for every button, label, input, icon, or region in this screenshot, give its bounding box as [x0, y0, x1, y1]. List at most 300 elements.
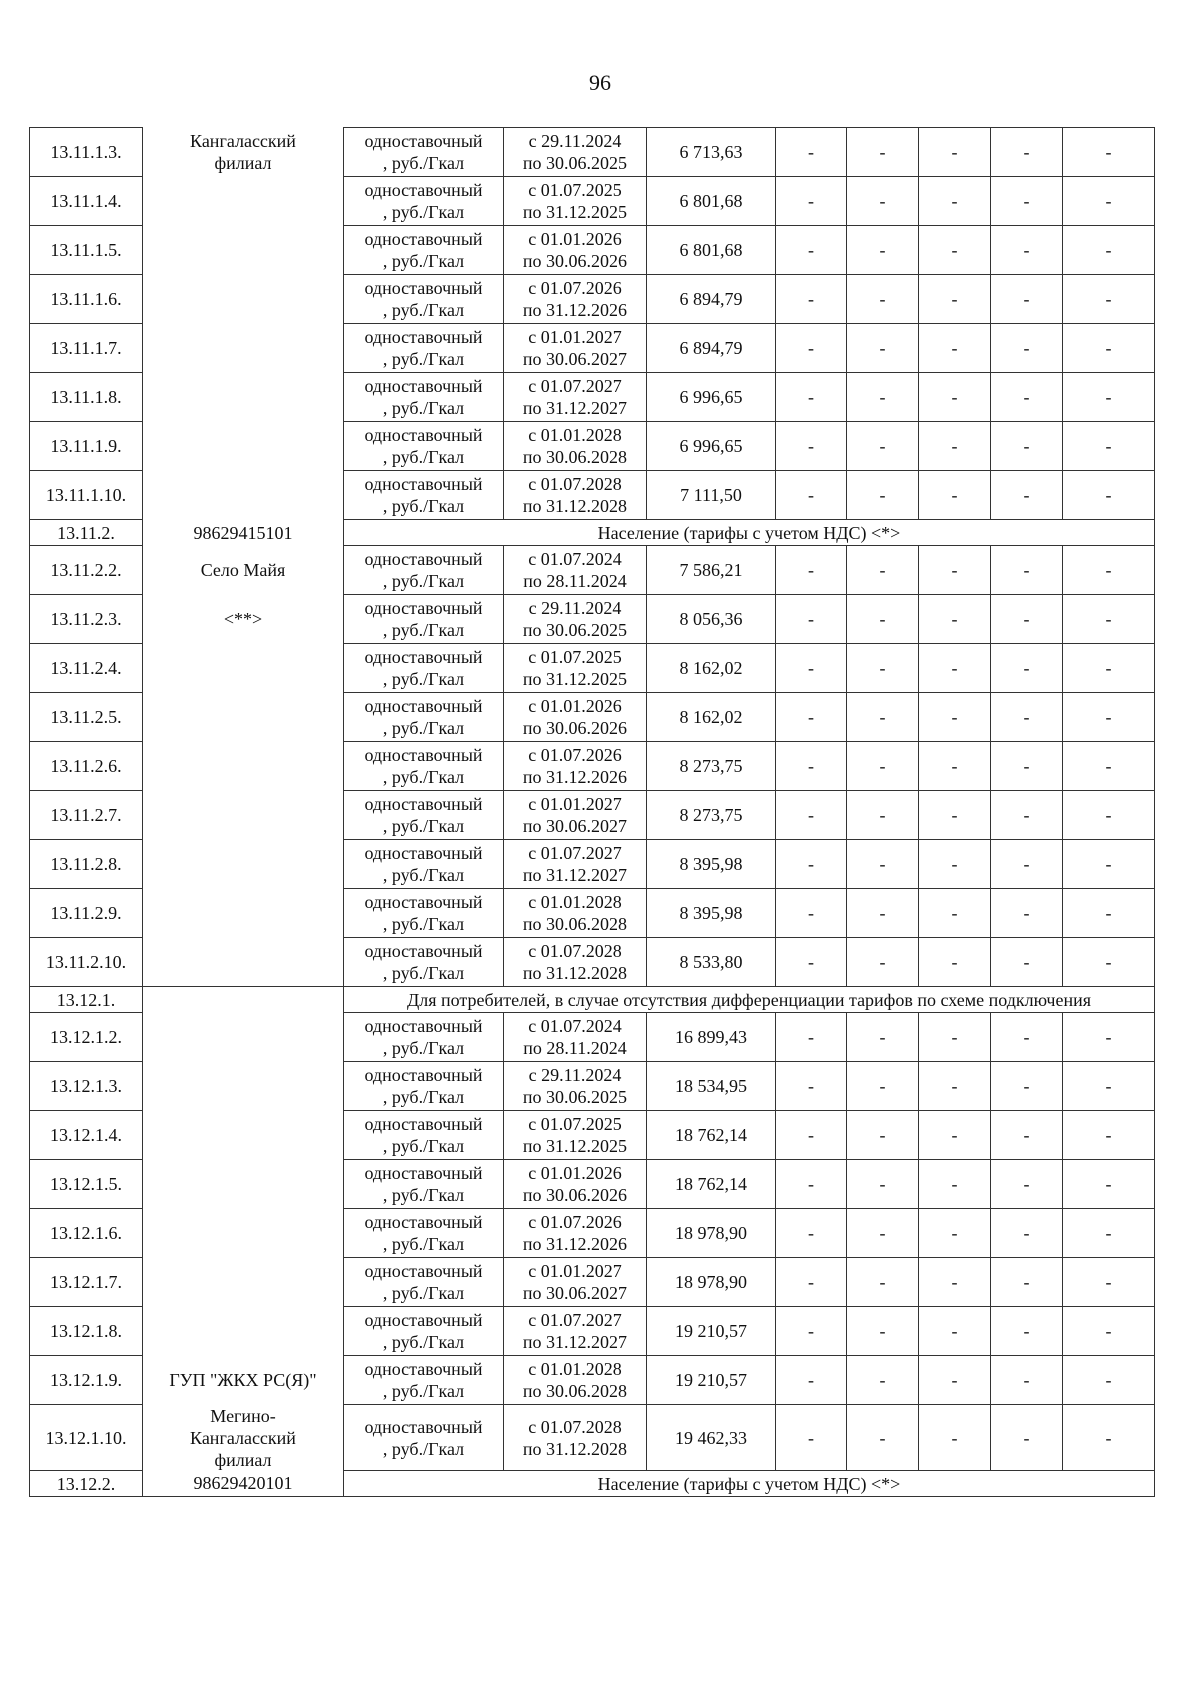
rate-type-line1: одноставочный	[364, 131, 483, 151]
rate-type-cell	[344, 422, 504, 471]
rate-type-line1: одноставочный	[364, 1016, 483, 1036]
period-to: по 30.06.2025	[522, 1087, 628, 1107]
empty-value: -	[776, 889, 847, 938]
org-name-line: Кангаласский	[190, 1427, 296, 1448]
empty-value: -	[919, 1258, 991, 1307]
org-name-cell	[143, 938, 344, 987]
rate-type-line1: одноставочный	[364, 1065, 483, 1085]
period-from: с 01.07.2027	[528, 376, 622, 396]
table-row	[30, 324, 1155, 373]
period-to: по 30.06.2027	[522, 816, 628, 836]
period-cell	[504, 1111, 647, 1160]
tariff-value: 8 273,75	[647, 742, 776, 791]
org-name-cell	[143, 1160, 344, 1209]
period-from: с 01.07.2026	[528, 745, 622, 765]
period-from: с 01.01.2028	[528, 892, 622, 912]
rate-type-line1: одноставочный	[364, 892, 483, 912]
org-name-cell	[143, 693, 344, 742]
empty-value: -	[919, 693, 991, 742]
empty-value: -	[991, 128, 1063, 177]
tariff-table	[29, 127, 1155, 1497]
section-label: Население (тарифы с учетом НДС) <*>	[344, 520, 1155, 546]
empty-value: -	[847, 226, 919, 275]
period-from: с 01.07.2028	[528, 941, 622, 961]
empty-value: -	[847, 1258, 919, 1307]
empty-value: -	[776, 840, 847, 889]
period-to: по 31.12.2025	[522, 1136, 628, 1156]
org-name-cell	[143, 128, 344, 177]
org-name-cell	[143, 644, 344, 693]
empty-value: -	[1063, 1405, 1155, 1471]
tariff-value: 18 978,90	[647, 1209, 776, 1258]
empty-value: -	[847, 938, 919, 987]
empty-value: -	[991, 1111, 1063, 1160]
table-row	[30, 1013, 1155, 1062]
section-label: Население (тарифы с учетом НДС) <*>	[344, 1471, 1155, 1497]
empty-value: -	[1063, 226, 1155, 275]
org-name-line: Кангаласский	[190, 131, 296, 151]
row-number: 13.11.2.5.	[30, 693, 143, 742]
table-row	[30, 546, 1155, 595]
empty-value: -	[991, 1258, 1063, 1307]
row-number: 13.11.1.6.	[30, 275, 143, 324]
tariff-value: 16 899,43	[647, 1013, 776, 1062]
section-row	[30, 520, 1155, 546]
empty-value: -	[919, 742, 991, 791]
org-name-cell	[143, 1405, 344, 1471]
org-name-cell	[143, 226, 344, 275]
org-name-cell	[143, 1356, 344, 1405]
empty-value: -	[991, 1062, 1063, 1111]
tariff-value: 8 273,75	[647, 791, 776, 840]
empty-value: -	[919, 595, 991, 644]
row-number: 13.11.2.6.	[30, 742, 143, 791]
tariff-value: 8 533,80	[647, 938, 776, 987]
rate-type-line2: , руб./Гкал	[382, 1438, 465, 1459]
row-number: 13.12.1.9.	[30, 1356, 143, 1405]
rate-type-cell	[344, 1160, 504, 1209]
org-name-cell	[143, 1209, 344, 1258]
row-number: 13.12.1.5.	[30, 1160, 143, 1209]
org-name-line: ГУП "ЖКХ РС(Я)"	[169, 1370, 317, 1390]
table-row	[30, 471, 1155, 520]
empty-value: -	[919, 1062, 991, 1111]
empty-value: -	[1063, 422, 1155, 471]
tariff-value: 6 801,68	[647, 226, 776, 275]
row-number: 13.12.1.7.	[30, 1258, 143, 1307]
rate-type-cell	[344, 693, 504, 742]
empty-value: -	[1063, 1062, 1155, 1111]
empty-value: -	[847, 889, 919, 938]
empty-value: -	[847, 1111, 919, 1160]
period-cell	[504, 1062, 647, 1111]
period-to: по 28.11.2024	[523, 1038, 627, 1058]
empty-value: -	[991, 422, 1063, 471]
empty-value: -	[776, 471, 847, 520]
period-from: с 01.01.2026	[528, 229, 622, 249]
rate-type-line2: , руб./Гкал	[382, 1332, 465, 1352]
empty-value: -	[919, 128, 991, 177]
period-to: по 31.12.2027	[522, 1332, 628, 1352]
table-row	[30, 1405, 1155, 1471]
row-number: 13.11.2.3.	[30, 595, 143, 644]
empty-value: -	[919, 889, 991, 938]
tariff-value: 7 586,21	[647, 546, 776, 595]
empty-value: -	[776, 128, 847, 177]
empty-value: -	[991, 1405, 1063, 1471]
empty-value: -	[847, 546, 919, 595]
row-number: 13.11.2.	[30, 520, 143, 546]
period-from: с 01.07.2025	[528, 180, 622, 200]
table-row	[30, 226, 1155, 275]
empty-value: -	[991, 471, 1063, 520]
rate-type-line2: , руб./Гкал	[382, 398, 465, 418]
empty-value: -	[919, 226, 991, 275]
tariff-value: 8 162,02	[647, 644, 776, 693]
empty-value: -	[919, 840, 991, 889]
period-cell	[504, 742, 647, 791]
empty-value: -	[847, 595, 919, 644]
rate-type-cell	[344, 644, 504, 693]
org-name-cell	[143, 373, 344, 422]
row-number: 13.12.1.4.	[30, 1111, 143, 1160]
okato-code: 98629420101	[193, 1473, 293, 1494]
empty-value: -	[1063, 889, 1155, 938]
org-name-cell	[143, 546, 344, 595]
empty-value: -	[776, 422, 847, 471]
rate-type-cell	[344, 742, 504, 791]
org-name-cell	[143, 1471, 344, 1497]
period-cell	[504, 128, 647, 177]
table-row	[30, 840, 1155, 889]
rate-type-cell	[344, 226, 504, 275]
rate-type-cell	[344, 840, 504, 889]
empty-value: -	[776, 938, 847, 987]
rate-type-cell	[344, 1013, 504, 1062]
empty-value: -	[847, 471, 919, 520]
rate-type-line1: одноставочный	[364, 180, 483, 200]
row-number: 13.11.1.8.	[30, 373, 143, 422]
row-number: 13.12.2.	[30, 1471, 143, 1497]
rate-type-cell	[344, 177, 504, 226]
empty-value: -	[919, 1160, 991, 1209]
period-to: по 30.06.2028	[522, 1381, 628, 1401]
tariff-value: 6 801,68	[647, 177, 776, 226]
empty-value: -	[1063, 373, 1155, 422]
empty-value: -	[1063, 1160, 1155, 1209]
org-name-line: филиал	[214, 1449, 272, 1470]
empty-value: -	[847, 373, 919, 422]
row-number: 13.11.1.4.	[30, 177, 143, 226]
empty-value: -	[991, 1160, 1063, 1209]
empty-value: -	[847, 693, 919, 742]
rate-type-line1: одноставочный	[364, 843, 483, 863]
tariff-value: 18 534,95	[647, 1062, 776, 1111]
empty-value: -	[919, 177, 991, 226]
rate-type-line1: одноставочный	[364, 1163, 483, 1183]
period-from: с 01.01.2026	[528, 696, 622, 716]
empty-value: -	[776, 324, 847, 373]
locality-name: Село Майя	[200, 560, 286, 580]
rate-type-line1: одноставочный	[364, 1114, 483, 1134]
period-cell	[504, 373, 647, 422]
tariff-value: 6 894,79	[647, 324, 776, 373]
rate-type-line2: , руб./Гкал	[382, 496, 465, 516]
empty-value: -	[847, 1013, 919, 1062]
empty-value: -	[991, 1013, 1063, 1062]
locality-note: <**>	[223, 609, 263, 629]
row-number: 13.11.2.2.	[30, 546, 143, 595]
period-to: по 28.11.2024	[523, 571, 627, 591]
rate-type-line1: одноставочный	[364, 229, 483, 249]
period-from: с 01.07.2027	[528, 1310, 622, 1330]
section-row	[30, 1471, 1155, 1497]
rate-type-line2: , руб./Гкал	[382, 816, 465, 836]
period-from: с 01.01.2027	[528, 794, 622, 814]
empty-value: -	[919, 1307, 991, 1356]
table-row	[30, 275, 1155, 324]
empty-value: -	[919, 275, 991, 324]
rate-type-cell	[344, 595, 504, 644]
empty-value: -	[1063, 177, 1155, 226]
rate-type-line2: , руб./Гкал	[382, 718, 465, 738]
rate-type-line1: одноставочный	[364, 376, 483, 396]
empty-value: -	[847, 422, 919, 471]
table-row	[30, 1062, 1155, 1111]
period-to: по 30.06.2025	[522, 153, 628, 173]
org-name-cell	[143, 1062, 344, 1111]
org-name-line: филиал	[214, 153, 272, 173]
period-from: с 01.07.2025	[528, 647, 622, 667]
period-from: с 01.01.2028	[528, 1359, 622, 1379]
empty-value: -	[1063, 1111, 1155, 1160]
rate-type-cell	[344, 1062, 504, 1111]
empty-value: -	[919, 1111, 991, 1160]
table-row	[30, 693, 1155, 742]
period-from: с 29.11.2024	[528, 598, 622, 618]
table-row	[30, 889, 1155, 938]
empty-value: -	[776, 644, 847, 693]
period-cell	[504, 1258, 647, 1307]
row-number: 13.12.1.10.	[30, 1405, 143, 1471]
period-cell	[504, 693, 647, 742]
tariff-value: 8 395,98	[647, 840, 776, 889]
rate-type-line2: , руб./Гкал	[382, 620, 465, 640]
empty-value: -	[991, 177, 1063, 226]
org-name-cell	[143, 840, 344, 889]
empty-value: -	[776, 742, 847, 791]
empty-value: -	[776, 1258, 847, 1307]
org-name-cell	[143, 1307, 344, 1356]
org-name-cell	[143, 275, 344, 324]
rate-type-line2: , руб./Гкал	[382, 571, 465, 591]
period-cell	[504, 546, 647, 595]
row-number: 13.12.1.3.	[30, 1062, 143, 1111]
empty-value: -	[847, 1160, 919, 1209]
tariff-value: 8 056,36	[647, 595, 776, 644]
period-from: с 01.01.2027	[528, 1261, 622, 1281]
table-row	[30, 373, 1155, 422]
empty-value: -	[776, 1356, 847, 1405]
tariff-value: 6 996,65	[647, 373, 776, 422]
rate-type-line2: , руб./Гкал	[382, 153, 465, 173]
period-cell	[504, 791, 647, 840]
empty-value: -	[919, 1013, 991, 1062]
empty-value: -	[919, 471, 991, 520]
empty-value: -	[776, 1307, 847, 1356]
rate-type-line2: , руб./Гкал	[382, 1038, 465, 1058]
rate-type-cell	[344, 1307, 504, 1356]
tariff-value: 8 162,02	[647, 693, 776, 742]
empty-value: -	[919, 422, 991, 471]
rate-type-cell	[344, 275, 504, 324]
empty-value: -	[991, 889, 1063, 938]
empty-value: -	[991, 938, 1063, 987]
table-row	[30, 1258, 1155, 1307]
empty-value: -	[847, 742, 919, 791]
rate-type-line2: , руб./Гкал	[382, 767, 465, 787]
period-from: с 29.11.2024	[528, 1065, 622, 1085]
table-row	[30, 1209, 1155, 1258]
empty-value: -	[919, 1209, 991, 1258]
empty-value: -	[847, 324, 919, 373]
empty-value: -	[991, 840, 1063, 889]
period-from: с 01.07.2028	[528, 474, 622, 494]
org-name-cell	[143, 1013, 344, 1062]
period-from: с 01.01.2027	[528, 327, 622, 347]
period-to: по 31.12.2028	[522, 496, 628, 516]
rate-type-line1: одноставочный	[364, 745, 483, 765]
period-to: по 31.12.2025	[522, 202, 628, 222]
table-row	[30, 938, 1155, 987]
rate-type-cell	[344, 324, 504, 373]
rate-type-cell	[344, 128, 504, 177]
period-cell	[504, 595, 647, 644]
rate-type-line1: одноставочный	[364, 1310, 483, 1330]
rate-type-line2: , руб./Гкал	[382, 669, 465, 689]
rate-type-cell	[344, 1209, 504, 1258]
tariff-value: 18 762,14	[647, 1111, 776, 1160]
empty-value: -	[1063, 644, 1155, 693]
row-number: 13.12.1.6.	[30, 1209, 143, 1258]
rate-type-line1: одноставочный	[364, 549, 483, 569]
tariff-value: 19 210,57	[647, 1307, 776, 1356]
period-cell	[504, 1307, 647, 1356]
period-to: по 31.12.2027	[522, 865, 628, 885]
tariff-value: 18 762,14	[647, 1160, 776, 1209]
empty-value: -	[1063, 742, 1155, 791]
rate-type-line1: одноставочный	[364, 696, 483, 716]
period-cell	[504, 1405, 647, 1471]
org-name-cell	[143, 889, 344, 938]
period-cell	[504, 226, 647, 275]
period-cell	[504, 275, 647, 324]
rate-type-line1: одноставочный	[364, 278, 483, 298]
period-to: по 31.12.2027	[522, 398, 628, 418]
rate-type-line1: одноставочный	[364, 1212, 483, 1232]
row-number: 13.12.1.	[30, 987, 143, 1013]
rate-type-line1: одноставочный	[364, 425, 483, 445]
empty-value: -	[1063, 791, 1155, 840]
tariff-value: 6 894,79	[647, 275, 776, 324]
empty-value: -	[1063, 1013, 1155, 1062]
org-name-line: Мегино-	[210, 1405, 276, 1426]
empty-value: -	[991, 595, 1063, 644]
tariff-value: 19 210,57	[647, 1356, 776, 1405]
empty-value: -	[991, 742, 1063, 791]
rate-type-cell	[344, 471, 504, 520]
empty-value: -	[776, 1405, 847, 1471]
period-from: с 01.01.2028	[528, 425, 622, 445]
tariff-value: 8 395,98	[647, 889, 776, 938]
empty-value: -	[919, 1356, 991, 1405]
empty-value: -	[919, 373, 991, 422]
empty-value: -	[1063, 840, 1155, 889]
empty-value: -	[776, 177, 847, 226]
table-row	[30, 1356, 1155, 1405]
period-from: с 01.07.2028	[528, 1416, 622, 1437]
period-to: по 31.12.2026	[522, 767, 628, 787]
rate-type-line2: , руб./Гкал	[382, 963, 465, 983]
empty-value: -	[991, 1356, 1063, 1405]
empty-value: -	[1063, 1307, 1155, 1356]
empty-value: -	[1063, 938, 1155, 987]
period-cell	[504, 1209, 647, 1258]
rate-type-cell	[344, 1356, 504, 1405]
rate-type-line2: , руб./Гкал	[382, 1381, 465, 1401]
period-from: с 01.07.2026	[528, 278, 622, 298]
empty-value: -	[847, 275, 919, 324]
empty-value: -	[919, 324, 991, 373]
period-cell	[504, 938, 647, 987]
empty-value: -	[991, 373, 1063, 422]
empty-value: -	[776, 1013, 847, 1062]
empty-value: -	[919, 644, 991, 693]
org-name-cell	[143, 1111, 344, 1160]
page-number: 96	[589, 70, 611, 95]
period-to: по 31.12.2026	[522, 1234, 628, 1254]
rate-type-line1: одноставочный	[364, 794, 483, 814]
rate-type-cell	[344, 889, 504, 938]
rate-type-line2: , руб./Гкал	[382, 349, 465, 369]
period-to: по 30.06.2026	[522, 718, 628, 738]
table-row	[30, 1160, 1155, 1209]
tariff-value: 7 111,50	[647, 471, 776, 520]
empty-value: -	[991, 546, 1063, 595]
empty-value: -	[991, 324, 1063, 373]
empty-value: -	[1063, 1258, 1155, 1307]
org-name-cell	[143, 324, 344, 373]
period-from: с 01.07.2025	[528, 1114, 622, 1134]
empty-value: -	[847, 644, 919, 693]
empty-value: -	[991, 1307, 1063, 1356]
period-to: по 30.06.2028	[522, 914, 628, 934]
period-to: по 30.06.2027	[522, 349, 628, 369]
empty-value: -	[1063, 128, 1155, 177]
rate-type-line2: , руб./Гкал	[382, 1136, 465, 1156]
empty-value: -	[776, 275, 847, 324]
empty-value: -	[991, 791, 1063, 840]
empty-value: -	[847, 840, 919, 889]
row-number: 13.11.2.10.	[30, 938, 143, 987]
rate-type-cell	[344, 1111, 504, 1160]
empty-value: -	[1063, 471, 1155, 520]
section-label: Для потребителей, в случае отсутствия дифференциации тарифов по схеме подключения	[344, 987, 1155, 1013]
empty-value: -	[1063, 1209, 1155, 1258]
org-name-cell	[143, 1258, 344, 1307]
row-number: 13.12.1.2.	[30, 1013, 143, 1062]
table-row	[30, 1307, 1155, 1356]
